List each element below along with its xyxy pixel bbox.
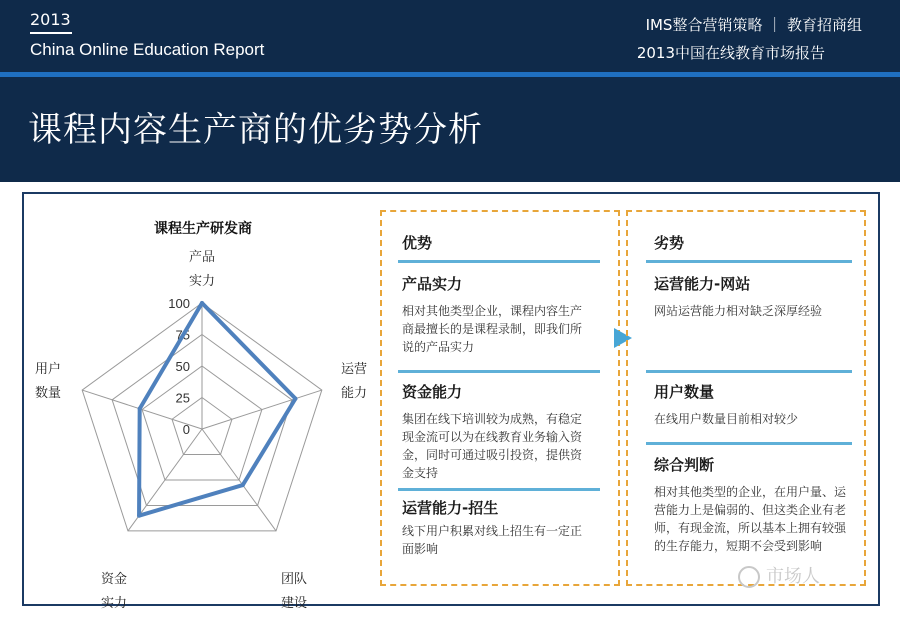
axis-label: 资金 bbox=[100, 572, 128, 587]
watermark bbox=[738, 562, 820, 588]
header-banner bbox=[0, 0, 900, 182]
advantage-rule-2 bbox=[398, 488, 600, 491]
disadvantage-text-2: 在线用户数量目前相对较少 bbox=[654, 412, 799, 426]
axis-label: 产品 bbox=[188, 250, 216, 265]
data-point bbox=[241, 483, 245, 487]
advantage-title-1: 产品实力 bbox=[402, 275, 463, 293]
data-point bbox=[200, 301, 204, 305]
advantage-text-1: 相对其他类型企业，课程内容生产商最擅长的是课程录制，即我们所说的产品实力 bbox=[402, 304, 583, 354]
data-point bbox=[137, 514, 141, 518]
disadvantage-rule-2 bbox=[646, 442, 852, 445]
header-report-title: China Online Education Report bbox=[30, 40, 265, 59]
page-title: 课程内容生产商的优劣势分析 bbox=[28, 110, 483, 150]
axis-label: 数量 bbox=[34, 386, 62, 401]
radar-chart-svg bbox=[28, 200, 378, 611]
disadvantage-title-1: 运营能力-网站 bbox=[654, 275, 751, 293]
axis-label: 团队 bbox=[280, 572, 308, 587]
advantages-heading: 优势 bbox=[402, 234, 433, 252]
header-year: 2013 bbox=[30, 10, 71, 29]
axis-label: 实力 bbox=[188, 274, 216, 289]
data-point bbox=[293, 397, 297, 401]
axis-label: 建设 bbox=[280, 596, 308, 611]
header-year-underline bbox=[30, 32, 72, 34]
disadvantage-title-2: 用户数量 bbox=[654, 383, 715, 401]
advantage-text-3: 线下用户积累对线上招生有一定正面影响 bbox=[402, 524, 583, 556]
axis-label: 能力 bbox=[340, 386, 368, 401]
header-org: IMS整合营销策略 ｜ 教育招商组 bbox=[645, 16, 862, 34]
watermark-text: 市场人 bbox=[766, 566, 820, 587]
chart-title: 课程生产研发商 bbox=[154, 221, 252, 237]
disadvantage-text-3: 相对其他类型的企业，在用户量、运营能力上是偏弱的、但这类企业有老师，有现金流，所以基本上拥有较强的生存能力，短期不会受到影响 bbox=[654, 485, 847, 553]
axis-label: 用户 bbox=[34, 362, 62, 377]
header-subtitle: 2013中国在线教育市场报告 bbox=[636, 44, 825, 62]
tick-label: 0 bbox=[182, 422, 190, 437]
disadvantage-title-3: 综合判断 bbox=[654, 456, 715, 474]
radar-chart bbox=[28, 200, 378, 611]
advantage-title-2: 资金能力 bbox=[402, 383, 463, 401]
advantage-text-2: 集团在线下培训较为成熟，有稳定现金流可以为在线教育业务输入资金，同时可通过吸引投资，提供资金支持 bbox=[402, 412, 583, 480]
tick-label: 50 bbox=[175, 359, 190, 374]
tick-label: 75 bbox=[175, 327, 190, 343]
advantages-heading-rule bbox=[398, 260, 600, 263]
axis-spoke bbox=[202, 390, 322, 429]
tick-label: 25 bbox=[175, 390, 190, 406]
disadvantages-heading-rule bbox=[646, 260, 852, 263]
disadvantage-text-1: 网站运营能力相对缺乏深厚经验 bbox=[654, 304, 823, 318]
disadvantages-heading: 劣势 bbox=[654, 234, 685, 252]
tick-label: 100 bbox=[168, 296, 190, 311]
advantage-title-3: 运营能力-招生 bbox=[402, 499, 499, 517]
wechat-icon bbox=[738, 566, 760, 588]
data-point bbox=[138, 407, 142, 411]
axis-label: 实力 bbox=[100, 596, 128, 611]
disadvantage-rule-1 bbox=[646, 370, 852, 373]
axis-label: 运营 bbox=[340, 362, 368, 377]
advantage-rule-1 bbox=[398, 370, 600, 373]
header-stripe bbox=[0, 72, 900, 77]
